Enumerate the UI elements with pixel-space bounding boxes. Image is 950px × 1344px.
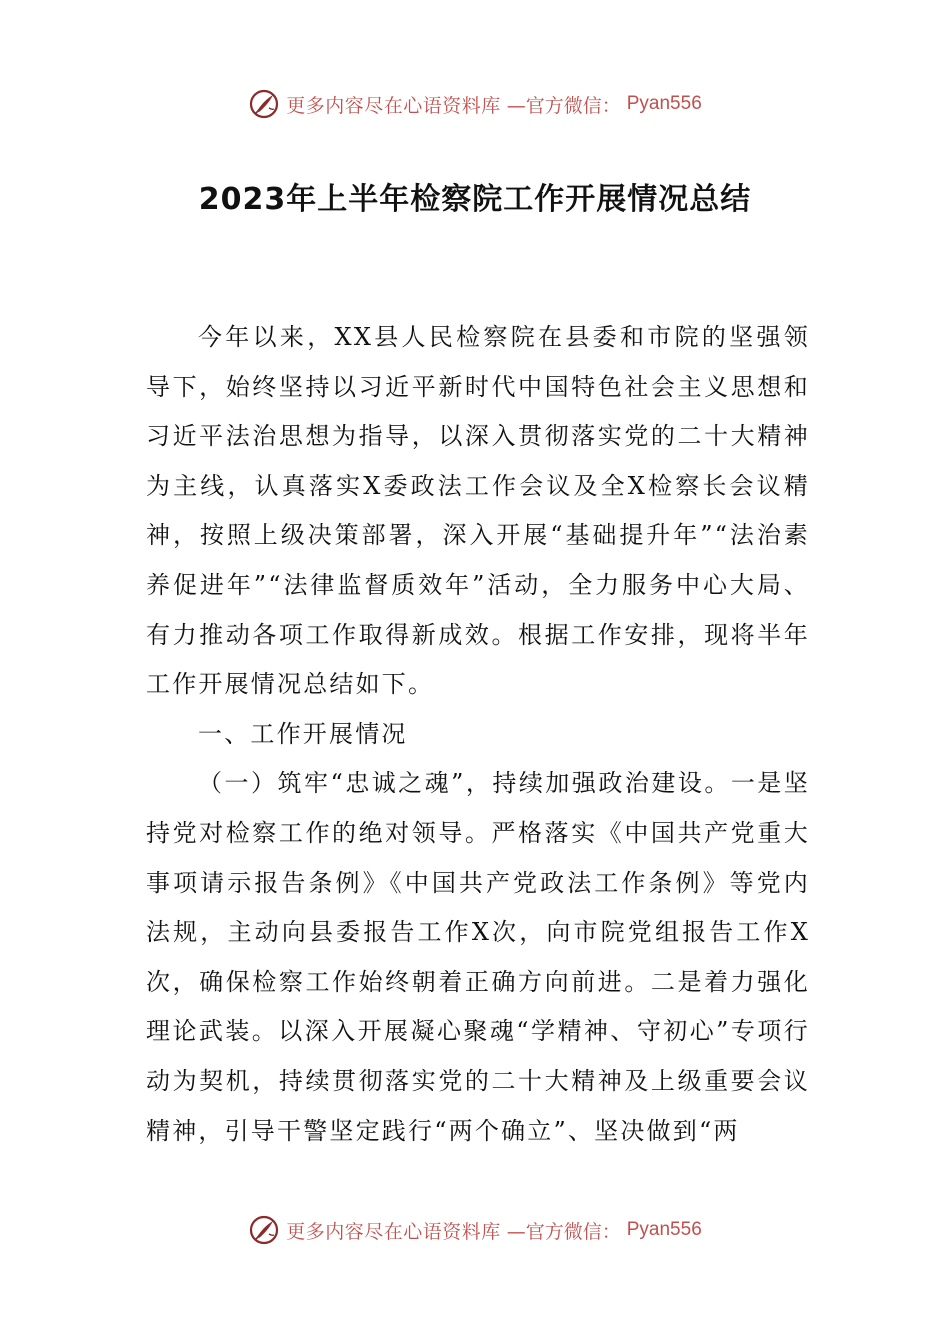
quill-pen-logo-icon — [248, 88, 280, 120]
banner-separator: —官方微信： — [506, 1220, 621, 1243]
banner-separator: —官方微信： — [506, 94, 621, 117]
section-paragraph: （一）筑牢“忠诚之魂”，持续加强政治建设。一是坚持党对检察工作的绝对领导。严格落实《中国共产党重大事项请示报告条例》《中国共产党政法工作条例》等党内法规，主动向县委报告工作X次，向市院党组报告工作X次，确保检察工作始终朝着正确方向前进。二是着力强化理论武装。以深入开展凝心聚魂“学精神、守初心”专项行动为契机，持续贯彻落实党的二十大精神及上级重要会议精神，引导干警坚定践行“两个确立”、坚决做到“两 — [146, 769, 810, 1145]
intro-paragraph: 今年以来，XX县人民检察院在县委和市院的坚强领导下，始终坚持以习近平新时代中国特色社会主义思想和习近平法治思想为指导，以深入贯彻落实党的二十大精神为主线，认真落实X委政法工作会议及全X检察长会议精神，按照上级决策部署，深入开展“基础提升年”“法治素养促进年”“法律监督质效年”活动，全力服务中心大局、有力推动各项工作取得新成效。根据工作安排，现将半年工作开展情况总结如下。 — [146, 323, 810, 699]
document-body — [146, 313, 810, 1156]
section-heading: 一、工作开展情况 — [198, 719, 408, 748]
banner-text: 更多内容尽在心语资料库 — [286, 1220, 501, 1243]
document-title: 2023年上半年检察院工作开展情况总结 — [198, 182, 752, 217]
footer-banner — [0, 1210, 950, 1250]
banner-wechat-id: Pyan556 — [626, 1219, 702, 1240]
banner-wechat-id: Pyan556 — [626, 93, 702, 114]
banner-text: 更多内容尽在心语资料库 — [286, 94, 501, 117]
header-banner — [0, 84, 950, 124]
quill-pen-logo-icon — [248, 1214, 280, 1246]
